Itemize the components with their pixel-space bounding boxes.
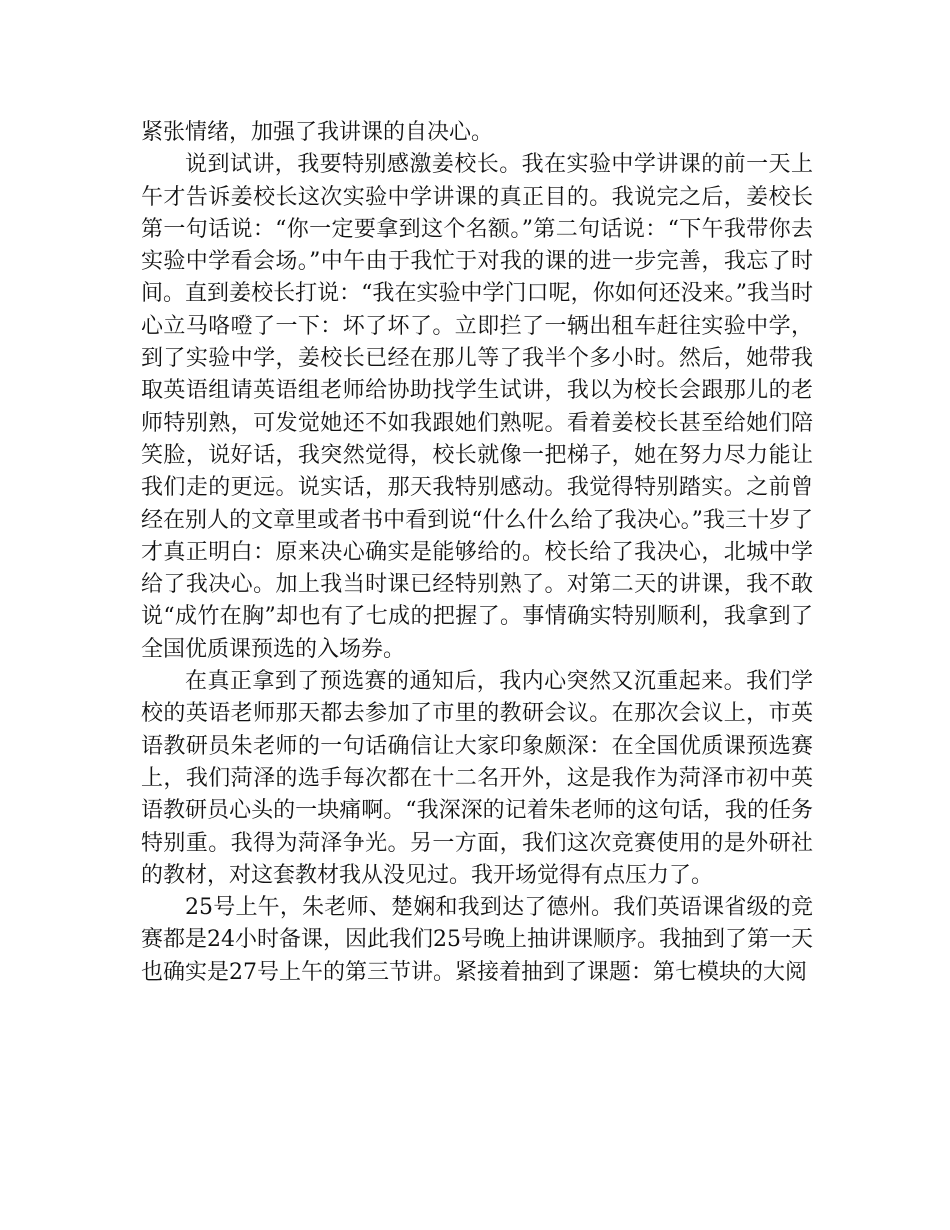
paragraph-4: 25号上午，朱老师、楚娴和我到达了德州。我们英语课省级的竞赛都是24小时备课，因此我们25号晚上抽讲课顺序。我抽到了第一天也确实是27号上午的第三节讲。紧接着抽到了课题：第七模块的大阅 [141,895,813,985]
document-page [141,117,813,989]
paragraph-2: 说到试讲，我要特别感激姜校长。我在实验中学讲课的前一天上午才告诉姜校长这次实验中学讲课的真正目的。我说完之后，姜校长第一句话说：“你一定要拿到这个名额。”第二句话说：“下午我带你去实验中学看会场。”中午由于我忙于对我的课的进一步完善，我忘了时间。直到姜校长打说：“我在实验中学门口呢，你如何还没来。”我当时心立马咯噔了一下：坏了坏了。立即拦了一辆出租车赶往实验中学，到了实验中学，姜校长已经在那儿等了我半个多小时。然后，她带我取英语组请英语组老师给协助找学生试讲，我以为校长会跟那儿的老师特别熟，可发觉她还不如我跟她们熟呢。看着姜校长甚至给她们陪笑脸，说好话，我突然觉得，校长就像一把梯子，她在努力尽力能让我们走的更远。说实话，那天我特别感动。我觉得特别踏实。之前曾经在别人的文章里或者书中看到说“什么什么给了我决心。”我三十岁了才真正明白：原来决心确实是能够给的。校长给了我决心，北城中学给了我决心。加上我当时课已经特别熟了。对第二天的讲课，我不敢说“成竹在胸”却也有了七成的把握了。事情确实特别顺利，我拿到了全国优质课预选的入场券。 [141,152,813,662]
paragraph-1: 紧张情绪，加强了我讲课的自决心。 [141,120,494,145]
paragraph-3: 在真正拿到了预选赛的通知后，我内心突然又沉重起来。我们学校的英语老师那天都去参加了市里的教研会议。在那次会议上，市英语教研员朱老师的一句话确信让大家印象颇深：在全国优质课预选赛上，我们菏泽的选手每次都在十二名开外，这是我作为菏泽市初中英语教研员心头的一块痛啊。“我深深的记着朱老师的这句话，我的任务特别重。我得为菏泽争光。另一方面，我们这次竞赛使用的是外研社的教材，对这套教材我从没见过。我开场觉得有点压力了。 [141,669,813,888]
